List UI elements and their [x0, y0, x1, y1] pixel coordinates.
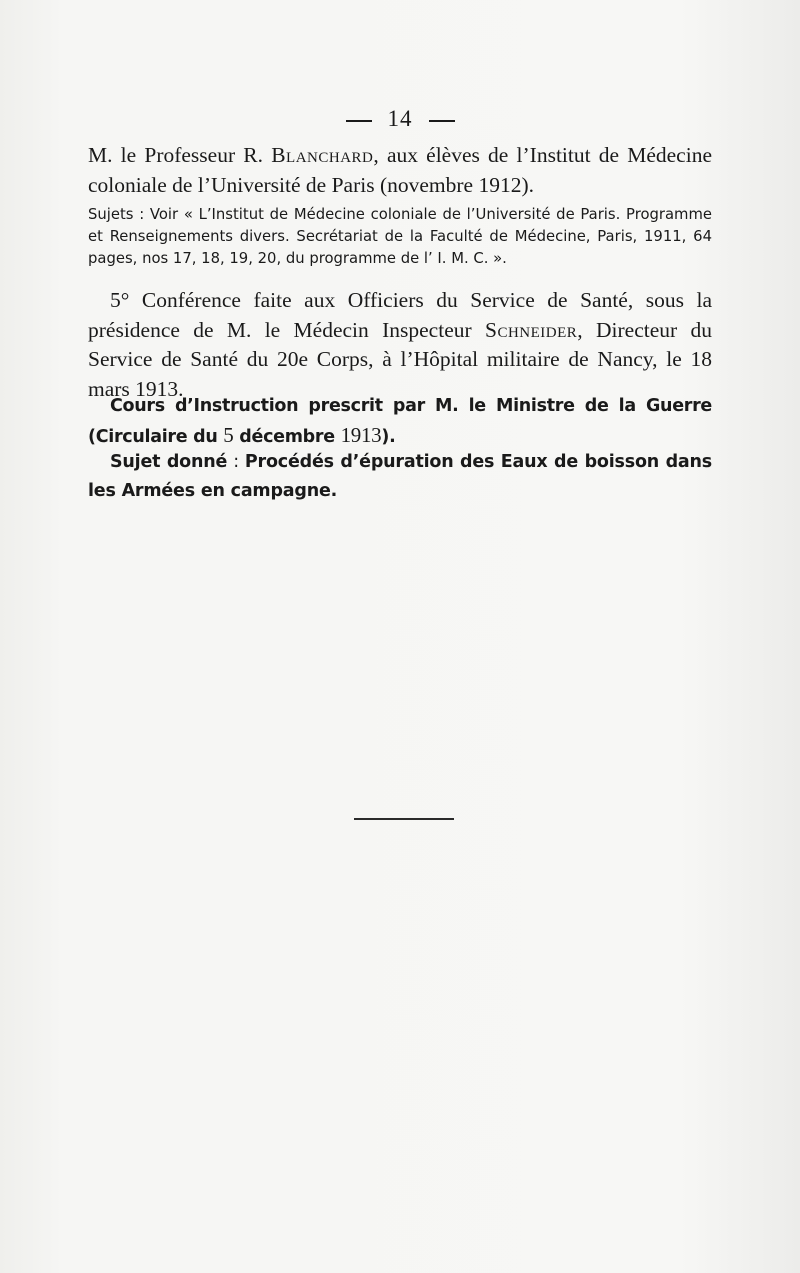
paragraph-sujet-donne — [88, 448, 712, 506]
page-number-dash-left — [346, 120, 372, 122]
paragraph-blanchard-prefix: M. le Professeur R. — [88, 143, 272, 167]
paragraph-sujet-donne-lead: Sujet donné — [110, 452, 228, 472]
blanchard-name: Blanchard — [271, 143, 374, 167]
page-number-text: 14 — [387, 106, 413, 131]
section-divider-rule — [354, 818, 454, 820]
paragraph-conference-prefix: 5° Conférence faite aux Officiers du Service de Santé, sous la présidence de M. le Médecin Inspecteur — [88, 288, 712, 342]
paragraph-sujet-donne-text: Procédés d’épuration des Eaux de boisson dans les Armées en campagne. — [88, 452, 713, 501]
paragraph-cours-month: décembre — [233, 427, 341, 447]
paragraph-conference-rest: , Directeur du Service de Santé du 20e Corps, à l’Hôpital militaire de Nancy, le 18 mars 1913. — [88, 317, 712, 401]
paragraph-sujet-donne-colon: : — [227, 452, 245, 472]
paragraph-cours-bold: Cours d’Instruction prescrit par M. le Ministre de la Guerre (Circulaire du — [88, 396, 712, 447]
page-number-dash-right — [429, 120, 455, 122]
paragraph-blanchard-rest: , aux élèves de l’Institut de Médecine coloniale de l’Université de Paris (novembre 1912). — [88, 143, 712, 197]
paragraph-cours-year: 1913 — [340, 423, 382, 447]
paragraph-cours-day: 5 — [223, 423, 234, 447]
schneider-name: Schneider — [484, 317, 578, 342]
paragraph-sujets-text: Sujets : Voir « L’Institut de Médecine coloniale de l’Université de Paris. Programme et Renseignements divers. Secrétariat de la Faculté de Médecine, Paris, 1911, 64 pages, nos 17, 18, 19, 20, du programme de l’ I. M. C. ». — [88, 206, 712, 267]
page-number — [0, 106, 800, 132]
paragraph-blanchard — [88, 140, 712, 200]
paragraph-cours — [88, 392, 712, 452]
paragraph-sujets — [88, 204, 712, 270]
paragraph-conference — [88, 286, 712, 404]
paragraph-cours-end: ). — [381, 427, 396, 447]
